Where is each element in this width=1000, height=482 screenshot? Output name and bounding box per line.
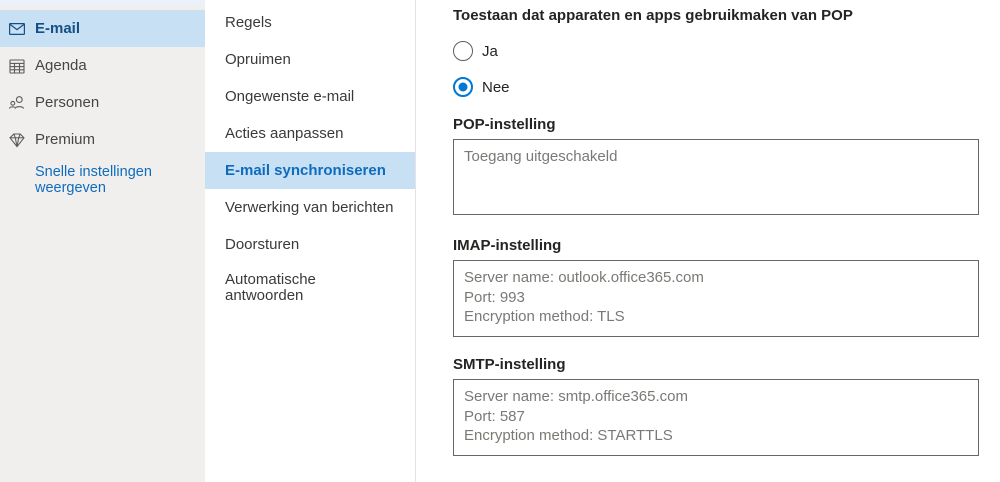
- imap-setting-label: IMAP-instelling: [453, 237, 562, 254]
- imap-setting-box[interactable]: [453, 260, 979, 337]
- menu-item-label: Ongewenste e-mail: [225, 88, 355, 105]
- sidebar-item-premium[interactable]: [0, 121, 205, 158]
- email-settings-menu: [205, 0, 415, 482]
- smtp-encryption-line: Encryption method: STARTTLS: [464, 427, 673, 444]
- sidebar-item-agenda[interactable]: [0, 47, 205, 84]
- menu-item-opruimen[interactable]: [205, 41, 415, 78]
- menu-item-label: Opruimen: [225, 51, 291, 68]
- menu-item-email-synchroniseren[interactable]: [205, 152, 415, 189]
- envelope-icon: [6, 20, 27, 38]
- menu-item-label: Doorsturen: [225, 236, 300, 253]
- menu-item-label: Acties aanpassen: [225, 125, 344, 142]
- imap-port-line: Port: 993: [464, 288, 525, 306]
- menu-item-automatische-antwoorden[interactable]: [205, 263, 415, 313]
- pop-heading: Toestaan dat apparaten en apps gebruikmaken van POP: [453, 7, 853, 24]
- pop-setting-text: Toegang uitgeschakeld: [464, 148, 618, 165]
- imap-server-line: Server name: outlook.office365.com: [464, 269, 704, 286]
- radio-option-nee[interactable]: [453, 77, 510, 97]
- smtp-server-line: Server name: smtp.office365.com: [464, 388, 688, 405]
- settings-sidebar: [0, 0, 205, 482]
- sidebar-item-label: E-mail: [35, 20, 81, 37]
- smtp-port-line: Port: 587: [464, 407, 525, 425]
- menu-item-label: E-mail synchroniseren: [225, 162, 386, 179]
- radio-label: Nee: [482, 78, 510, 96]
- sidebar-item-personen[interactable]: [0, 84, 205, 121]
- show-quick-settings-link[interactable]: Snelle instellingen weergeven: [35, 164, 152, 196]
- menu-item-regels[interactable]: [205, 4, 415, 41]
- sidebar-item-label: Personen: [35, 94, 100, 111]
- sidebar-item-label: Premium: [35, 131, 96, 148]
- people-icon: [6, 94, 27, 112]
- menu-item-label: Automatische antwoorden: [225, 271, 316, 304]
- menu-item-label: Regels: [225, 14, 272, 31]
- sidebar-item-label: Agenda: [35, 57, 87, 74]
- imap-encryption-line: Encryption method: TLS: [464, 308, 625, 325]
- pop-setting-label: POP-instelling: [453, 116, 556, 133]
- smtp-setting-box[interactable]: [453, 379, 979, 456]
- diamond-icon: [6, 131, 27, 149]
- radio-option-ja[interactable]: [453, 41, 498, 61]
- pop-settings-panel: [416, 0, 1000, 482]
- smtp-setting-label: SMTP-instelling: [453, 356, 566, 373]
- radio-label: Ja: [482, 42, 498, 60]
- pop-setting-box[interactable]: [453, 139, 979, 215]
- menu-item-acties-aanpassen[interactable]: [205, 115, 415, 152]
- menu-item-label: Verwerking van berichten: [225, 199, 394, 216]
- menu-item-ongewenste-email[interactable]: [205, 78, 415, 115]
- menu-item-doorsturen[interactable]: [205, 226, 415, 263]
- radio-unselected-icon[interactable]: [453, 41, 473, 61]
- menu-item-verwerking-van-berichten[interactable]: [205, 189, 415, 226]
- radio-selected-icon[interactable]: [453, 77, 473, 97]
- sidebar-list: [0, 5, 205, 196]
- calendar-icon: [6, 57, 27, 75]
- sidebar-item-email[interactable]: [0, 10, 205, 47]
